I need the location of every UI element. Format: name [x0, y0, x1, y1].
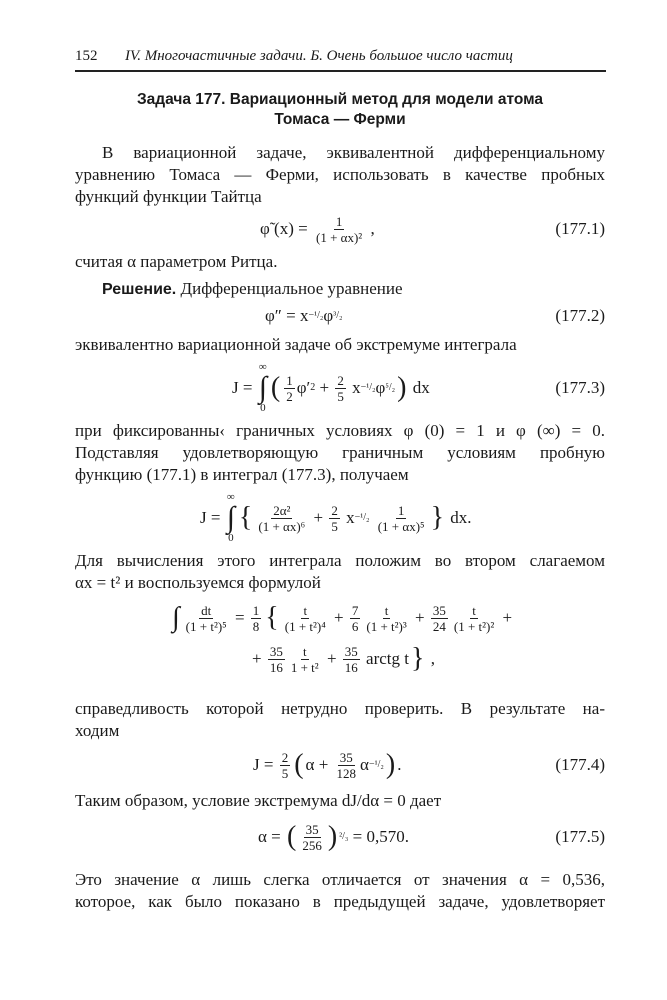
math-superscript: −¹/₂	[354, 512, 370, 523]
equation-body	[170, 600, 512, 636]
fraction-numerator: 2α²	[273, 502, 291, 518]
math-text: +	[309, 508, 328, 527]
math-superscript: −¹/₂	[360, 382, 376, 393]
header-rule	[75, 70, 606, 72]
math-text: α	[360, 755, 369, 774]
fraction-numerator: t	[384, 602, 389, 618]
math-fraction	[350, 603, 361, 634]
math-text: +	[322, 649, 341, 668]
math-delimiter: {	[265, 602, 279, 633]
equation-number: (177.4)	[555, 755, 605, 774]
integral-sign	[227, 492, 235, 544]
fraction-numerator: 35	[269, 643, 283, 659]
integral-symbol: ∫	[226, 501, 235, 534]
intro-line: уравнению Томаса — Ферми, использовать в качестве пробных	[75, 165, 605, 184]
fraction-denominator: 256	[302, 837, 322, 853]
fraction-denominator: 5	[281, 765, 289, 781]
math-superscript: ²/₃	[339, 831, 349, 842]
math-fraction	[343, 644, 360, 675]
fraction-numerator: dt	[201, 602, 212, 618]
fraction-denominator: (1 + t²)³	[366, 618, 407, 634]
equation-177-5	[75, 817, 605, 857]
para2-line: при фиксированны‹ граничных условиях φ (0) = 1 и φ (∞) = 0.	[75, 421, 605, 440]
solution-text: Дифференциальное уравнение	[176, 279, 403, 298]
math-fraction	[268, 644, 285, 675]
math-text: ,	[366, 219, 375, 238]
math-text: φ̃ (x) =	[260, 219, 312, 238]
fraction-denominator: 6	[351, 618, 359, 634]
equation-number: (177.2)	[555, 306, 605, 325]
fraction-denominator: 1 + t²	[290, 659, 319, 675]
intro-line: функций функции Тайтца	[75, 187, 262, 206]
intro-line: В вариационной задаче, эквивалентной дифференциальному	[102, 143, 605, 162]
fraction-denominator: (1 + αx)⁵	[377, 518, 425, 534]
fraction-numerator: 35	[432, 602, 446, 618]
math-superscript: 2	[310, 382, 316, 393]
para4-line: ходим	[75, 721, 120, 740]
math-text: φ	[323, 306, 334, 325]
math-text: φ′	[296, 378, 311, 397]
math-fraction	[335, 373, 346, 404]
fraction-denominator: 16	[269, 659, 283, 675]
fraction-denominator: (1 + t²)⁵	[185, 618, 227, 634]
math-text: x	[341, 508, 355, 527]
fraction-numerator: t	[303, 602, 308, 618]
fraction-numerator: t	[302, 643, 307, 659]
math-text: φ	[375, 378, 386, 397]
running-title: IV. Многочастичные задачи. Б. Очень большое число частиц	[125, 48, 513, 64]
para6-line: Это значение α лишь слегка отличается от значения α = 0,536,	[75, 870, 605, 889]
fraction-denominator: 8	[252, 618, 260, 634]
math-text: dx.	[446, 508, 472, 527]
math-text: .	[397, 755, 402, 774]
page-number: 152	[75, 48, 98, 64]
fraction-denominator: (1 + αx)⁶	[258, 518, 306, 534]
equation-number: (177.5)	[555, 827, 605, 846]
math-text: =	[230, 608, 249, 627]
fraction-numerator: 2	[281, 749, 289, 765]
math-text: +	[329, 608, 348, 627]
para5-line: Таким образом, условие экстремума dJ/dα = 0 дает	[75, 791, 442, 810]
math-fraction	[452, 603, 496, 634]
math-text: dx	[408, 378, 430, 397]
math-text: ,	[426, 649, 435, 668]
equation-integral-formula-line1	[75, 600, 605, 636]
fraction-numerator: 1	[397, 502, 405, 518]
equation-177-3	[75, 360, 605, 416]
fraction-numerator: 1	[252, 602, 260, 618]
fraction-numerator: 1	[335, 213, 343, 229]
solution-line	[75, 278, 605, 300]
equation-integral-formula-line2	[75, 641, 605, 677]
math-fraction	[289, 644, 321, 675]
math-fraction	[184, 603, 229, 634]
fraction-denominator: 24	[432, 618, 446, 634]
integral-upper-limit: ∞	[226, 491, 235, 503]
para2-line: Подставляя удовлетворяющую граничным условиям пробную	[75, 443, 605, 462]
equation-177-2	[75, 303, 605, 329]
fraction-numerator: 2	[337, 372, 344, 388]
equation-body	[258, 817, 409, 857]
math-fraction	[284, 373, 295, 404]
math-text: +	[410, 608, 429, 627]
math-text: +	[252, 649, 266, 668]
math-text: J =	[232, 378, 257, 397]
fraction-denominator: 5	[337, 388, 344, 404]
math-delimiter: (	[270, 372, 281, 403]
fraction-numerator: t	[472, 602, 476, 618]
math-superscript: −¹/₂	[308, 310, 324, 321]
math-text: arctg t	[361, 649, 409, 668]
math-delimiter: }	[410, 643, 425, 674]
fraction-numerator: 2	[331, 502, 338, 518]
fraction-numerator: 7	[351, 602, 359, 618]
math-fraction	[314, 214, 364, 245]
integral-sign	[259, 362, 267, 414]
equation-body	[252, 641, 435, 677]
equation-body	[232, 360, 430, 416]
integral-symbol: ∫	[258, 371, 267, 404]
integral-lower-limit: 0	[260, 402, 266, 414]
fraction-numerator: 35	[305, 821, 319, 837]
equation-177-1	[75, 211, 605, 247]
fraction-denominator: 2	[286, 388, 293, 404]
math-fraction	[251, 603, 262, 634]
math-delimiter: {	[238, 502, 253, 533]
ritz-line: считая α параметром Ритца.	[75, 252, 278, 271]
math-fraction	[300, 822, 324, 853]
equation-body	[265, 303, 342, 329]
fraction-numerator: 1	[286, 372, 293, 388]
math-delimiter: )	[385, 749, 396, 780]
fraction-denominator: 5	[331, 518, 338, 534]
math-delimiter: (	[287, 821, 297, 852]
math-delimiter: )	[327, 821, 338, 852]
math-text: = 0,570.	[348, 827, 410, 846]
para6-line: которое, как было показано в предыдущей задаче, удовлетворяет	[75, 892, 605, 911]
math-text	[369, 508, 373, 528]
math-fraction	[329, 503, 340, 534]
equation-number: (177.3)	[555, 378, 605, 397]
equation-body	[260, 211, 375, 247]
math-text: +	[315, 378, 334, 397]
fraction-denominator: (1 + t²)²	[453, 618, 495, 634]
math-text: +	[498, 608, 513, 627]
math-superscript: ⁵/₂	[385, 382, 396, 393]
fraction-numerator: 35	[344, 643, 358, 659]
math-superscript: ³/₂	[333, 310, 343, 321]
math-fraction	[256, 503, 307, 534]
running-header	[75, 48, 605, 68]
math-fraction	[364, 603, 408, 634]
math-delimiter: }	[430, 502, 445, 533]
para3-line: Для вычисления этого интеграла положим во втором слагаемом	[75, 551, 605, 570]
equiv-line: эквивалентно вариационной задаче об экстремуме интеграла	[75, 335, 517, 354]
equation-body	[200, 490, 472, 546]
equation-177-4	[75, 747, 605, 783]
math-fraction	[335, 750, 359, 781]
math-superscript: −¹/₂	[368, 759, 384, 770]
fraction-denominator: (1 + αx)²	[315, 229, 363, 245]
integral-upper-limit: ∞	[258, 361, 267, 373]
math-text: J =	[200, 508, 225, 527]
math-text: α +	[305, 755, 333, 774]
problem-title-line1: Задача 177. Вариационный метод для модели атома	[136, 91, 544, 108]
fraction-numerator: 35	[339, 749, 353, 765]
fraction-denominator: 128	[336, 765, 357, 781]
math-text: φ″ = x	[265, 306, 309, 325]
equation-body	[253, 747, 401, 783]
para2-line: функцию (177.1) в интеграл (177.3), получаем	[75, 465, 409, 484]
math-text: α =	[258, 827, 285, 846]
fraction-denominator: 16	[344, 659, 358, 675]
math-text: J =	[253, 755, 278, 774]
para4-line: справедливость которой нетрудно проверить. В результате на-	[75, 699, 605, 718]
math-delimiter: )	[397, 372, 407, 403]
equation-J-integral	[75, 490, 605, 546]
math-delimiter: (	[294, 749, 304, 780]
math-fraction	[283, 603, 328, 634]
equation-number: (177.1)	[555, 219, 605, 238]
integral-lower-limit: 0	[228, 532, 234, 544]
math-fraction	[280, 750, 291, 781]
math-fraction	[431, 603, 448, 634]
math-fraction	[376, 503, 427, 534]
math-text: x	[347, 378, 361, 397]
problem-title-line2: Томаса — Ферми	[274, 111, 406, 128]
fraction-denominator: (1 + t²)⁴	[284, 618, 326, 634]
solution-label: Решение.	[102, 281, 177, 298]
para3-line: αx = t² и воспользуемся формулой	[75, 573, 321, 592]
math-delimiter: ∫	[172, 602, 180, 633]
